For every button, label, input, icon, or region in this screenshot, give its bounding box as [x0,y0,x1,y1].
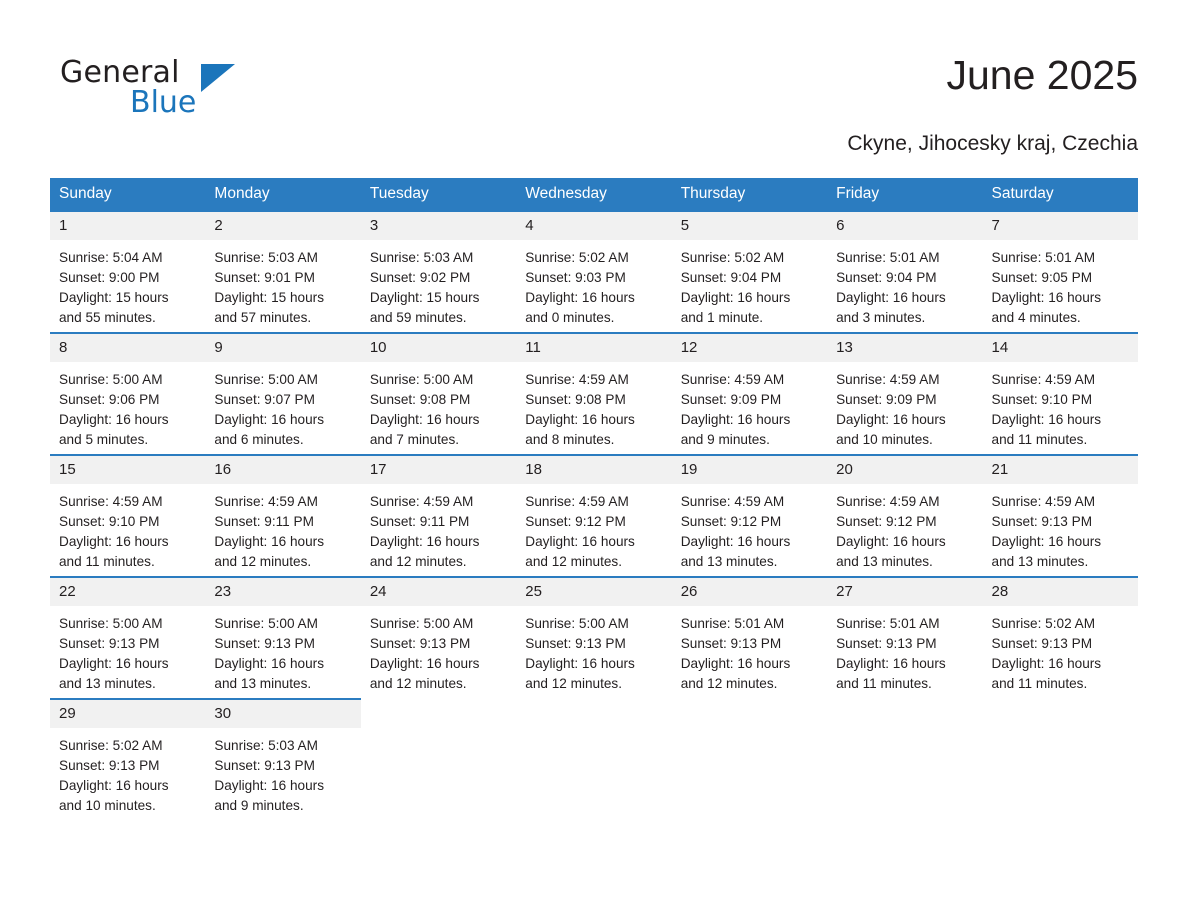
daylight-text: Daylight: 16 hours [59,656,169,671]
day-cell-content [205,576,360,698]
sunrise-text: Sunrise: 4:59 AM [680,372,785,387]
empty-cell [827,698,982,816]
sunrise-text: Sunrise: 5:00 AM [59,616,163,631]
calendar-day-cell [205,454,360,576]
daylight-text: and 7 minutes. [369,432,460,447]
day-sun-info [827,362,982,450]
sunset-text: Sunset: 9:12 PM [836,514,937,529]
daylight-text: Daylight: 15 hours [59,290,169,305]
page-title: June 2025 [946,52,1138,98]
daylight-text: and 10 minutes. [59,798,156,813]
daylight-text: and 9 minutes. [214,798,304,813]
sunrise-text: Sunrise: 5:00 AM [369,616,474,631]
daylight-text: Daylight: 16 hours [59,412,169,427]
empty-cell [672,698,827,816]
day-cell-content [50,332,205,454]
page-header [50,46,1138,118]
day-sun-info [361,240,516,328]
day-sun-info [516,362,671,450]
sunrise-text: Sunrise: 5:00 AM [214,372,318,387]
day-number: 13 [827,334,982,362]
day-cell-content [827,332,982,454]
calendar-day-cell-empty [672,698,827,816]
day-number: 19 [672,456,827,484]
sunset-text: Sunset: 9:13 PM [59,636,160,651]
day-cell-content [205,210,360,332]
day-number: 8 [50,334,205,362]
day-cell-content [672,332,827,454]
day-sun-info [50,728,205,816]
daylight-text: Daylight: 15 hours [214,290,324,305]
daylight-text: and 13 minutes. [680,554,778,569]
calendar-day-cell [205,576,360,698]
day-number: 14 [983,334,1138,362]
daylight-text: Daylight: 16 hours [369,534,480,549]
sunrise-text: Sunrise: 4:59 AM [525,372,629,387]
day-sun-info [205,484,360,572]
calendar-day-cell [516,454,671,576]
day-number: 25 [516,578,671,606]
calendar-day-cell [50,576,205,698]
day-sun-info [827,484,982,572]
daylight-text: Daylight: 16 hours [214,412,324,427]
daylight-text: Daylight: 16 hours [991,656,1102,671]
weekday-header-tuesday: Tuesday [361,178,516,210]
weekday-header-sunday: Sunday [50,178,205,210]
logo-text-blue: Blue [130,85,197,120]
day-cell-content [516,576,671,698]
day-cell-content [983,210,1138,332]
day-sun-info [983,484,1138,572]
sunrise-text: Sunrise: 5:01 AM [836,616,940,631]
daylight-text: Daylight: 16 hours [525,412,635,427]
daylight-text: and 55 minutes. [59,310,156,325]
day-sun-info [205,362,360,450]
day-cell-content [827,576,982,698]
day-cell-content [827,210,982,332]
sunrise-text: Sunrise: 5:03 AM [214,738,318,753]
daylight-text: and 57 minutes. [214,310,312,325]
calendar-week-row [50,454,1138,576]
calendar-day-cell [50,332,205,454]
daylight-text: and 10 minutes. [836,432,933,447]
daylight-text: Daylight: 16 hours [836,290,946,305]
sunrise-text: Sunrise: 4:59 AM [214,494,318,509]
day-sun-info [50,362,205,450]
calendar-day-cell [827,454,982,576]
empty-cell [361,698,516,816]
sunset-text: Sunset: 9:11 PM [214,514,314,529]
day-number: 3 [361,212,516,240]
daylight-text: and 11 minutes. [59,554,155,569]
calendar-day-cell [672,210,827,332]
daylight-text: and 1 minute. [680,310,764,325]
day-number: 20 [827,456,982,484]
daylight-text: Daylight: 16 hours [59,778,169,793]
sunrise-text: Sunrise: 5:02 AM [680,250,785,265]
sunset-text: Sunset: 9:03 PM [525,270,626,285]
calendar-day-cell [516,210,671,332]
sunrise-text: Sunrise: 4:59 AM [525,494,629,509]
day-sun-info [516,606,671,694]
sunrise-text: Sunrise: 5:01 AM [680,616,785,631]
daylight-text: and 11 minutes. [991,676,1088,691]
daylight-text: Daylight: 16 hours [836,656,946,671]
calendar-day-cell [672,454,827,576]
day-cell-content [983,332,1138,454]
day-cell-content [361,332,516,454]
day-sun-info [672,240,827,328]
daylight-text: and 5 minutes. [59,432,149,447]
daylight-text: and 13 minutes. [59,676,156,691]
sunset-text: Sunset: 9:12 PM [525,514,626,529]
day-cell-content [50,210,205,332]
sunrise-text: Sunrise: 5:03 AM [369,250,474,265]
calendar-day-cell [672,576,827,698]
calendar-day-cell [361,576,516,698]
calendar-day-cell [50,210,205,332]
sunset-text: Sunset: 9:08 PM [525,392,626,407]
day-cell-content [50,698,205,816]
weekday-header-friday: Friday [827,178,982,210]
day-sun-info [983,240,1138,328]
sun-times-calendar [50,178,1138,816]
sunrise-text: Sunrise: 4:59 AM [59,494,163,509]
daylight-text: Daylight: 16 hours [525,656,635,671]
sunrise-text: Sunrise: 5:00 AM [59,372,163,387]
day-number: 27 [827,578,982,606]
weekday-header-thursday: Thursday [672,178,827,210]
calendar-day-cell [983,454,1138,576]
daylight-text: Daylight: 16 hours [214,534,324,549]
day-sun-info [516,240,671,328]
sunrise-text: Sunrise: 4:59 AM [680,494,785,509]
day-sun-info [50,606,205,694]
day-cell-content [205,698,360,816]
day-cell-content [50,576,205,698]
sunset-text: Sunset: 9:09 PM [836,392,937,407]
sunset-text: Sunset: 9:10 PM [991,392,1093,407]
sunrise-text: Sunrise: 5:03 AM [214,250,318,265]
calendar-day-cell [516,576,671,698]
sunrise-text: Sunrise: 5:00 AM [214,616,318,631]
day-sun-info [516,484,671,572]
sunrise-text: Sunrise: 5:02 AM [525,250,629,265]
day-cell-content [50,454,205,576]
daylight-text: and 11 minutes. [991,432,1088,447]
day-cell-content [516,210,671,332]
daylight-text: Daylight: 16 hours [991,534,1102,549]
calendar-day-cell [983,210,1138,332]
daylight-text: Daylight: 15 hours [369,290,480,305]
daylight-text: and 12 minutes. [369,676,467,691]
daylight-text: Daylight: 16 hours [680,656,791,671]
day-sun-info [827,240,982,328]
daylight-text: Daylight: 16 hours [836,412,946,427]
calendar-day-cell [361,454,516,576]
daylight-text: Daylight: 16 hours [369,656,480,671]
day-cell-content [516,454,671,576]
day-cell-content [672,454,827,576]
daylight-text: and 12 minutes. [680,676,778,691]
sunrise-text: Sunrise: 5:00 AM [525,616,629,631]
sunset-text: Sunset: 9:13 PM [680,636,782,651]
day-sun-info [672,606,827,694]
day-number: 5 [672,212,827,240]
day-number: 30 [205,700,360,728]
sunrise-text: Sunrise: 4:59 AM [991,494,1096,509]
sunset-text: Sunset: 9:09 PM [680,392,782,407]
calendar-day-cell-empty [827,698,982,816]
day-cell-content [983,454,1138,576]
calendar-day-cell [205,210,360,332]
calendar-week-row [50,332,1138,454]
sunset-text: Sunset: 9:12 PM [680,514,782,529]
daylight-text: and 6 minutes. [214,432,304,447]
calendar-week-row [50,698,1138,816]
day-number: 9 [205,334,360,362]
calendar-day-cell [50,454,205,576]
sunrise-text: Sunrise: 4:59 AM [991,372,1096,387]
day-number: 7 [983,212,1138,240]
daylight-text: Daylight: 16 hours [525,290,635,305]
daylight-text: and 4 minutes. [991,310,1081,325]
calendar-day-cell [361,210,516,332]
day-sun-info [50,240,205,328]
empty-cell [516,698,671,816]
daylight-text: and 12 minutes. [369,554,467,569]
daylight-text: and 11 minutes. [836,676,932,691]
daylight-text: Daylight: 16 hours [369,412,480,427]
day-sun-info [361,362,516,450]
daylight-text: Daylight: 16 hours [525,534,635,549]
day-number: 17 [361,456,516,484]
daylight-text: Daylight: 16 hours [991,412,1102,427]
sunset-text: Sunset: 9:13 PM [214,758,315,773]
sunset-text: Sunset: 9:13 PM [59,758,160,773]
daylight-text: and 12 minutes. [525,554,622,569]
sunset-text: Sunset: 9:10 PM [59,514,160,529]
day-number: 28 [983,578,1138,606]
daylight-text: Daylight: 16 hours [680,412,791,427]
day-number: 24 [361,578,516,606]
calendar-day-cell [50,698,205,816]
day-sun-info [983,606,1138,694]
day-cell-content [361,454,516,576]
weekday-header-wednesday: Wednesday [516,178,671,210]
day-cell-content [827,454,982,576]
day-number: 21 [983,456,1138,484]
day-number: 1 [50,212,205,240]
daylight-text: and 8 minutes. [525,432,615,447]
sunrise-text: Sunrise: 4:59 AM [836,372,940,387]
daylight-text: Daylight: 16 hours [991,290,1102,305]
calendar-day-cell [827,210,982,332]
sunrise-text: Sunrise: 5:01 AM [991,250,1096,265]
calendar-day-cell [983,576,1138,698]
daylight-text: Daylight: 16 hours [836,534,946,549]
calendar-day-cell [827,332,982,454]
sunset-text: Sunset: 9:11 PM [369,514,470,529]
daylight-text: Daylight: 16 hours [680,290,791,305]
daylight-text: and 9 minutes. [680,432,770,447]
sunset-text: Sunset: 9:13 PM [369,636,471,651]
daylight-text: Daylight: 16 hours [680,534,791,549]
sunrise-text: Sunrise: 5:01 AM [836,250,940,265]
sunrise-text: Sunrise: 5:02 AM [59,738,163,753]
day-number: 11 [516,334,671,362]
sunset-text: Sunset: 9:13 PM [991,636,1093,651]
calendar-day-cell [361,332,516,454]
logo-text-general: General [60,55,180,90]
daylight-text: Daylight: 16 hours [214,778,324,793]
sunset-text: Sunset: 9:02 PM [369,270,471,285]
calendar-week-row [50,576,1138,698]
calendar-day-cell [827,576,982,698]
day-sun-info [205,606,360,694]
calendar-day-cell [983,332,1138,454]
sunset-text: Sunset: 9:13 PM [836,636,937,651]
weekday-header-row [50,178,1138,210]
calendar-day-cell-empty [361,698,516,816]
empty-cell [983,698,1138,816]
day-sun-info [827,606,982,694]
general-blue-logo [50,46,250,120]
day-number: 12 [672,334,827,362]
sunset-text: Sunset: 9:01 PM [214,270,315,285]
sunset-text: Sunset: 9:13 PM [214,636,315,651]
sunset-text: Sunset: 9:06 PM [59,392,160,407]
sunset-text: Sunset: 9:04 PM [836,270,937,285]
sunset-text: Sunset: 9:08 PM [369,392,471,407]
sunset-text: Sunset: 9:00 PM [59,270,160,285]
day-number: 29 [50,700,205,728]
day-sun-info [672,484,827,572]
day-sun-info [983,362,1138,450]
daylight-text: Daylight: 16 hours [214,656,324,671]
day-cell-content [205,454,360,576]
day-cell-content [983,576,1138,698]
day-number: 18 [516,456,671,484]
day-cell-content [672,210,827,332]
day-sun-info [205,240,360,328]
daylight-text: and 13 minutes. [214,676,312,691]
sunset-text: Sunset: 9:13 PM [525,636,626,651]
sunrise-text: Sunrise: 5:02 AM [991,616,1096,631]
sunrise-text: Sunrise: 5:04 AM [59,250,163,265]
day-number: 26 [672,578,827,606]
daylight-text: and 13 minutes. [836,554,933,569]
location-subtitle: Ckyne, Jihocesky kraj, Czechia [847,132,1138,155]
sunset-text: Sunset: 9:07 PM [214,392,315,407]
calendar-week-row [50,210,1138,332]
calendar-day-cell-empty [983,698,1138,816]
calendar-body [50,210,1138,816]
daylight-text: and 13 minutes. [991,554,1089,569]
daylight-text: and 3 minutes. [836,310,926,325]
sunrise-text: Sunrise: 5:00 AM [369,372,474,387]
day-cell-content [361,576,516,698]
daylight-text: and 59 minutes. [369,310,467,325]
day-sun-info [205,728,360,816]
calendar-day-cell [672,332,827,454]
calendar-day-cell [205,698,360,816]
day-number: 2 [205,212,360,240]
daylight-text: Daylight: 16 hours [59,534,169,549]
weekday-header-monday: Monday [205,178,360,210]
day-cell-content [205,332,360,454]
logo-triangle-icon [201,64,235,92]
day-number: 23 [205,578,360,606]
calendar-day-cell [205,332,360,454]
day-number: 16 [205,456,360,484]
day-number: 22 [50,578,205,606]
sunset-text: Sunset: 9:04 PM [680,270,782,285]
sunset-text: Sunset: 9:05 PM [991,270,1093,285]
day-sun-info [672,362,827,450]
day-cell-content [361,210,516,332]
weekday-header-saturday: Saturday [983,178,1138,210]
day-sun-info [50,484,205,572]
sunrise-text: Sunrise: 4:59 AM [836,494,940,509]
daylight-text: and 12 minutes. [214,554,312,569]
day-sun-info [361,606,516,694]
day-number: 10 [361,334,516,362]
sunrise-text: Sunrise: 4:59 AM [369,494,474,509]
day-number: 15 [50,456,205,484]
day-sun-info [361,484,516,572]
calendar-day-cell-empty [516,698,671,816]
day-number: 4 [516,212,671,240]
daylight-text: and 12 minutes. [525,676,622,691]
calendar-day-cell [516,332,671,454]
sunset-text: Sunset: 9:13 PM [991,514,1093,529]
day-cell-content [672,576,827,698]
day-number: 6 [827,212,982,240]
daylight-text: and 0 minutes. [525,310,615,325]
day-cell-content [516,332,671,454]
